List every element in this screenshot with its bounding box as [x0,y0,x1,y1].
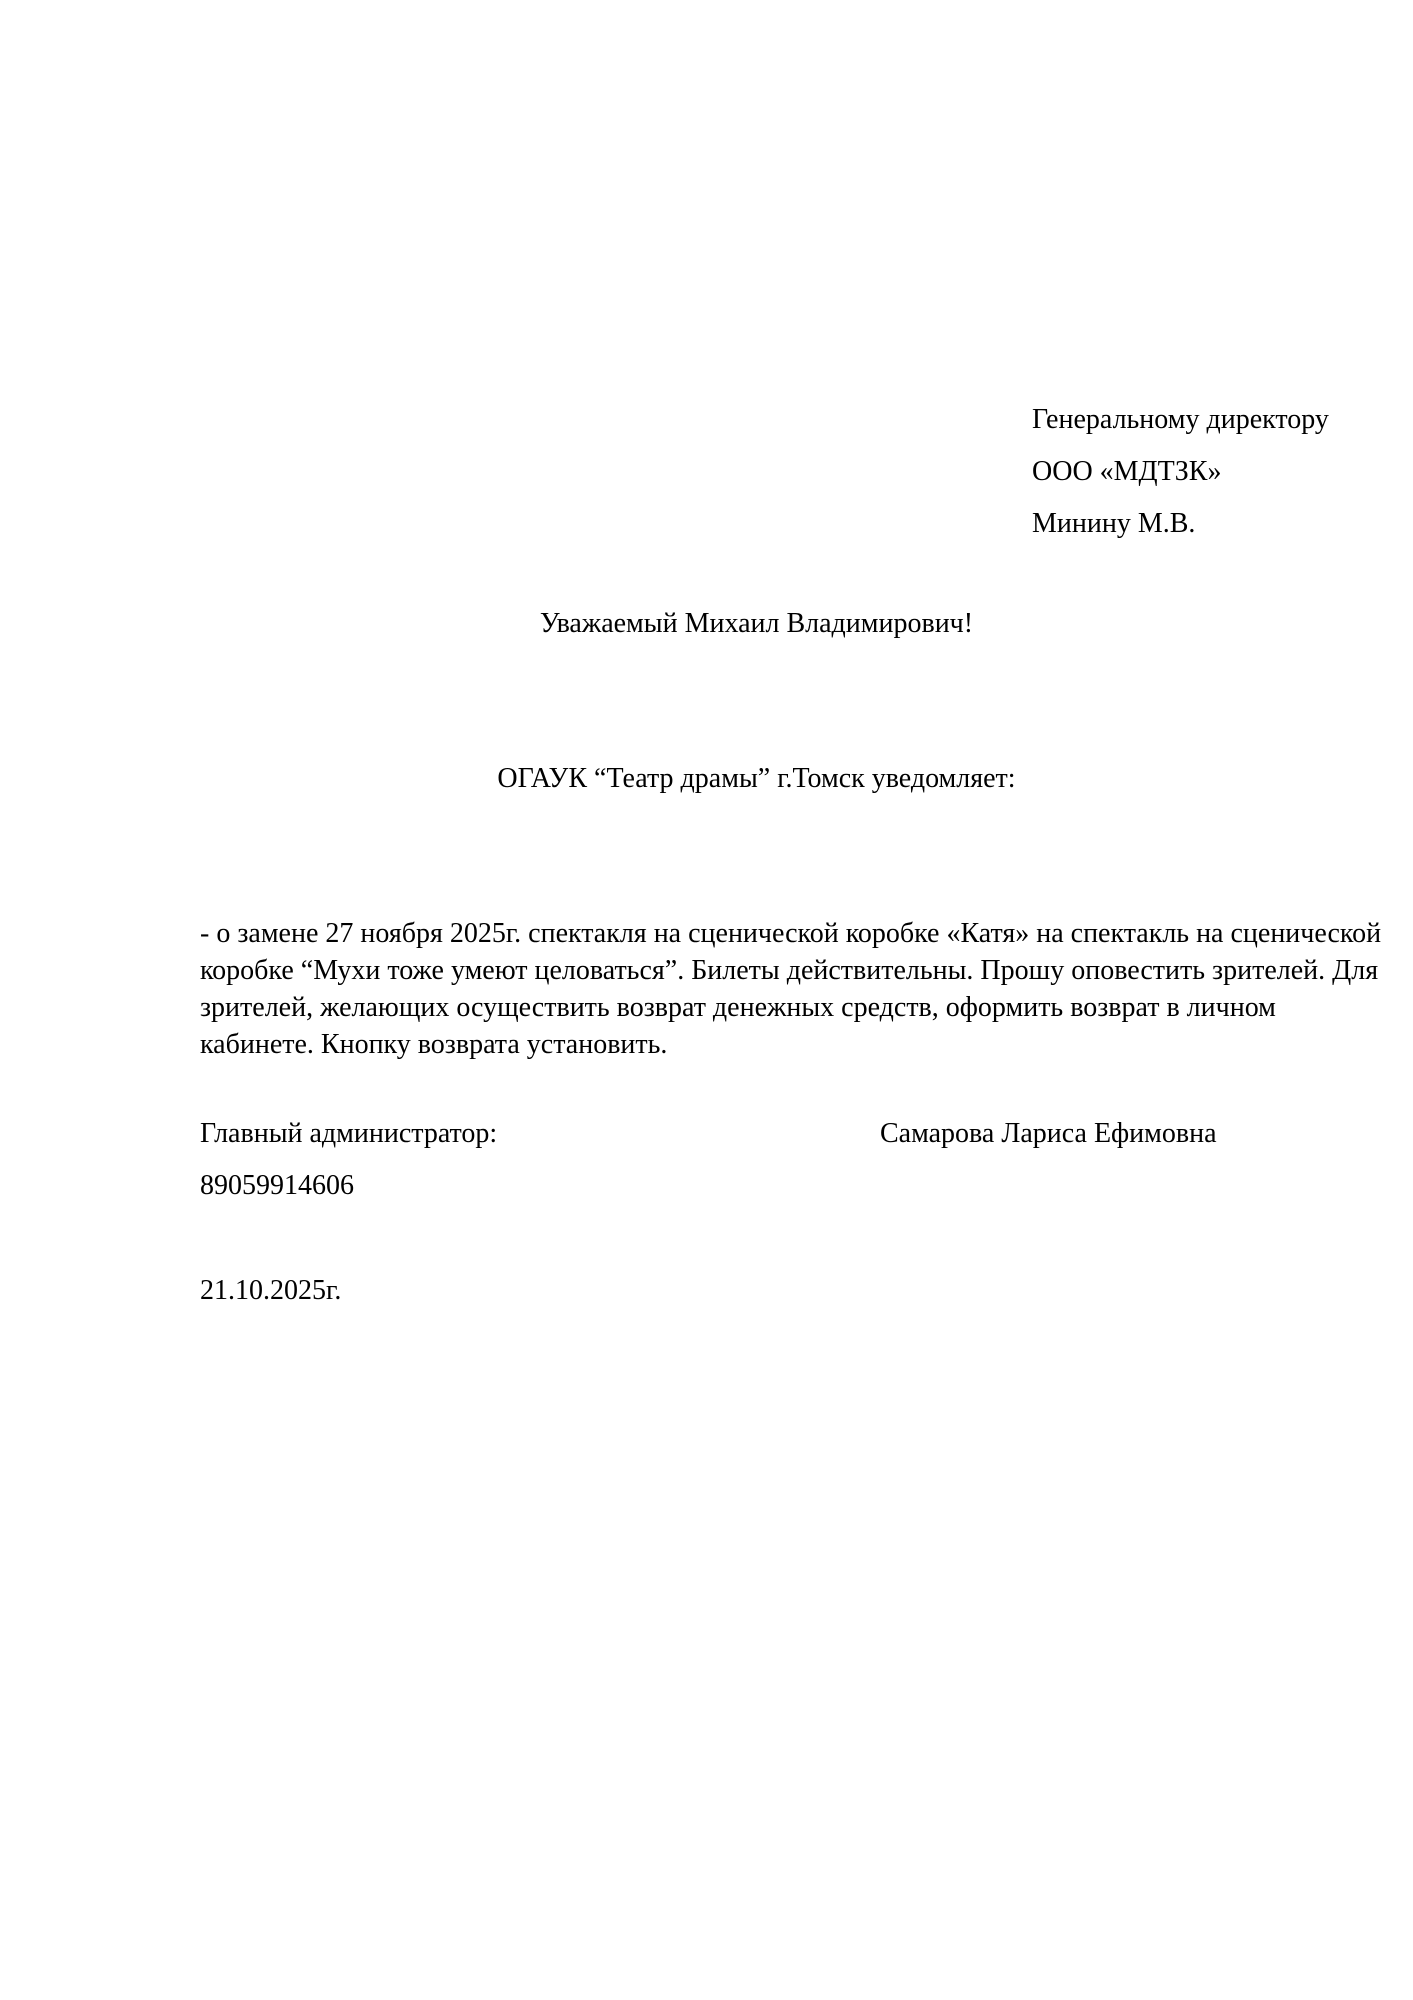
body-paragraph-line: коробке “Мухи тоже умеют целоваться”. Билеты действительны. Прошу оповестить зрителей. Для [200,955,1379,986]
signature-name: Самарова Лариса Ефимовна [880,1118,1217,1149]
body-paragraph-line: зрителей, желающих осуществить возврат денежных средств, оформить возврат в личном [200,992,1276,1023]
recipient-name-line: Минину М.В. [1032,508,1196,539]
letter-date: 21.10.2025г. [200,1275,342,1306]
signature-row [200,1115,1313,1152]
notice-heading: ОГАУК “Театр драмы” г.Томск уведомляет: [497,763,1016,794]
salutation: Уважаемый Михаил Владимирович! [539,608,974,639]
signature-role-label: Главный администратор: [200,1118,498,1149]
body-paragraph [200,915,1381,1063]
recipient-company-line: ООО «МДТЗК» [1032,456,1222,487]
body-paragraph-line: кабинете. Кнопку возврата установить. [200,1029,668,1060]
body-paragraph-line: - о замене 27 ноября 2025г. спектакля на сценической коробке «Катя» на спектакль на сценической [200,918,1382,949]
signature-phone: 89059914606 [200,1170,354,1201]
recipient-block [1032,394,1329,550]
recipient-title-line: Генеральному директору [1032,404,1329,435]
